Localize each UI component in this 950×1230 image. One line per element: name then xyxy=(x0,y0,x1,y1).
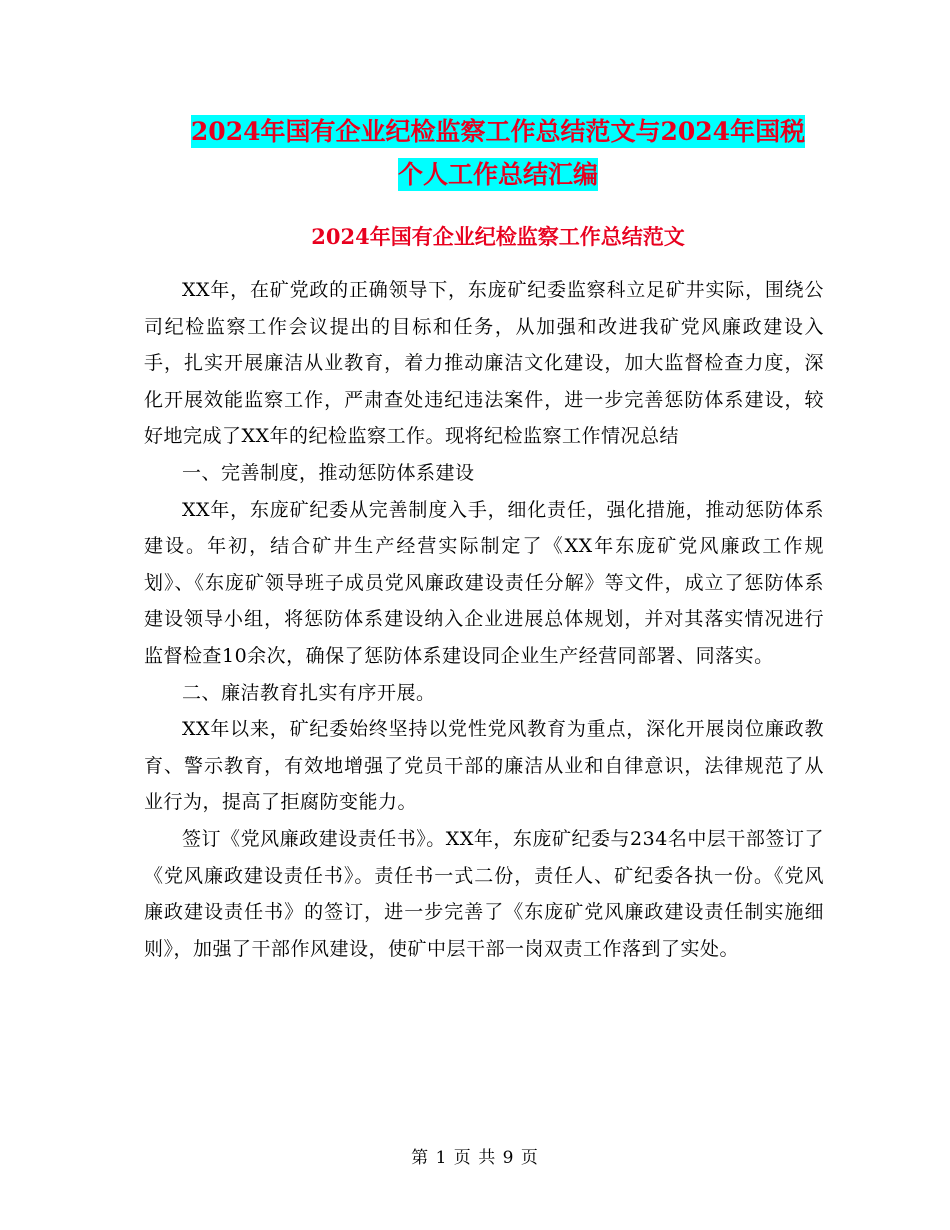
paragraph: 签订《党风廉政建设责任书》。XX年，东庞矿纪委与234名中层干部签订了《党风廉政建设责任书》。责任书一式二份，责任人、矿纪委各执一份。《党风廉政建设责任书》的签订，进一步完善了《东庞矿党风廉政建设责任制实施细则》，加强了干部作风建设，使矿中层干部一岗双责工作落到了实处。 xyxy=(144,827,824,960)
section-title: 2024年国有企业纪检监察工作总结范文 xyxy=(311,224,685,249)
paragraph: XX年，在矿党政的正确领导下，东庞矿纪委监察科立足矿井实际，围绕公司纪检监察工作会议提出的目标和任务，从加强和改进我矿党风廉政建设入手，扎实开展廉洁从业教育，着力推动廉洁文化建设，加大监督检查力度，深化开展效能监察工作，严肃查处违纪违法案件，进一步完善惩防体系建设，较好地完成了XX年的纪检监察工作。现将纪检监察工作情况总结 xyxy=(144,279,824,448)
title-line-2: 个人工作总结汇编 xyxy=(397,160,598,189)
page-footer: 第 1 页 共 9 页 xyxy=(411,1148,539,1168)
paragraph: XX年，东庞矿纪委从完善制度入手，细化责任，强化措施，推动惩防体系建设。年初，结合矿井生产经营实际制定了《XX年东庞矿党风廉政工作规划》、《东庞矿领导班子成员党风廉政建设责任分解》等文件，成立了惩防体系建设领导小组，将惩防体系建设纳入企业进展总体规划，并对其落实情况进行监督检查10余次，确保了惩防体系建设同企业生产经营同部署、同落实。 xyxy=(144,498,824,667)
paragraph: 二、廉洁教育扎实有序开展。 xyxy=(182,681,436,704)
paragraph: XX年以来，矿纪委始终坚持以党性党风教育为重点，深化开展岗位廉政教育、警示教育，有效地增强了党员干部的廉洁从业和自律意识，法律规范了从业行为，提高了拒腐防变能力。 xyxy=(144,718,824,814)
paragraph: 一、完善制度，推动惩防体系建设 xyxy=(182,461,475,484)
document-body xyxy=(144,272,824,967)
title-line-1: 2024年国有企业纪检监察工作总结范文与2024年国税 xyxy=(190,117,806,146)
document-title xyxy=(120,110,876,196)
